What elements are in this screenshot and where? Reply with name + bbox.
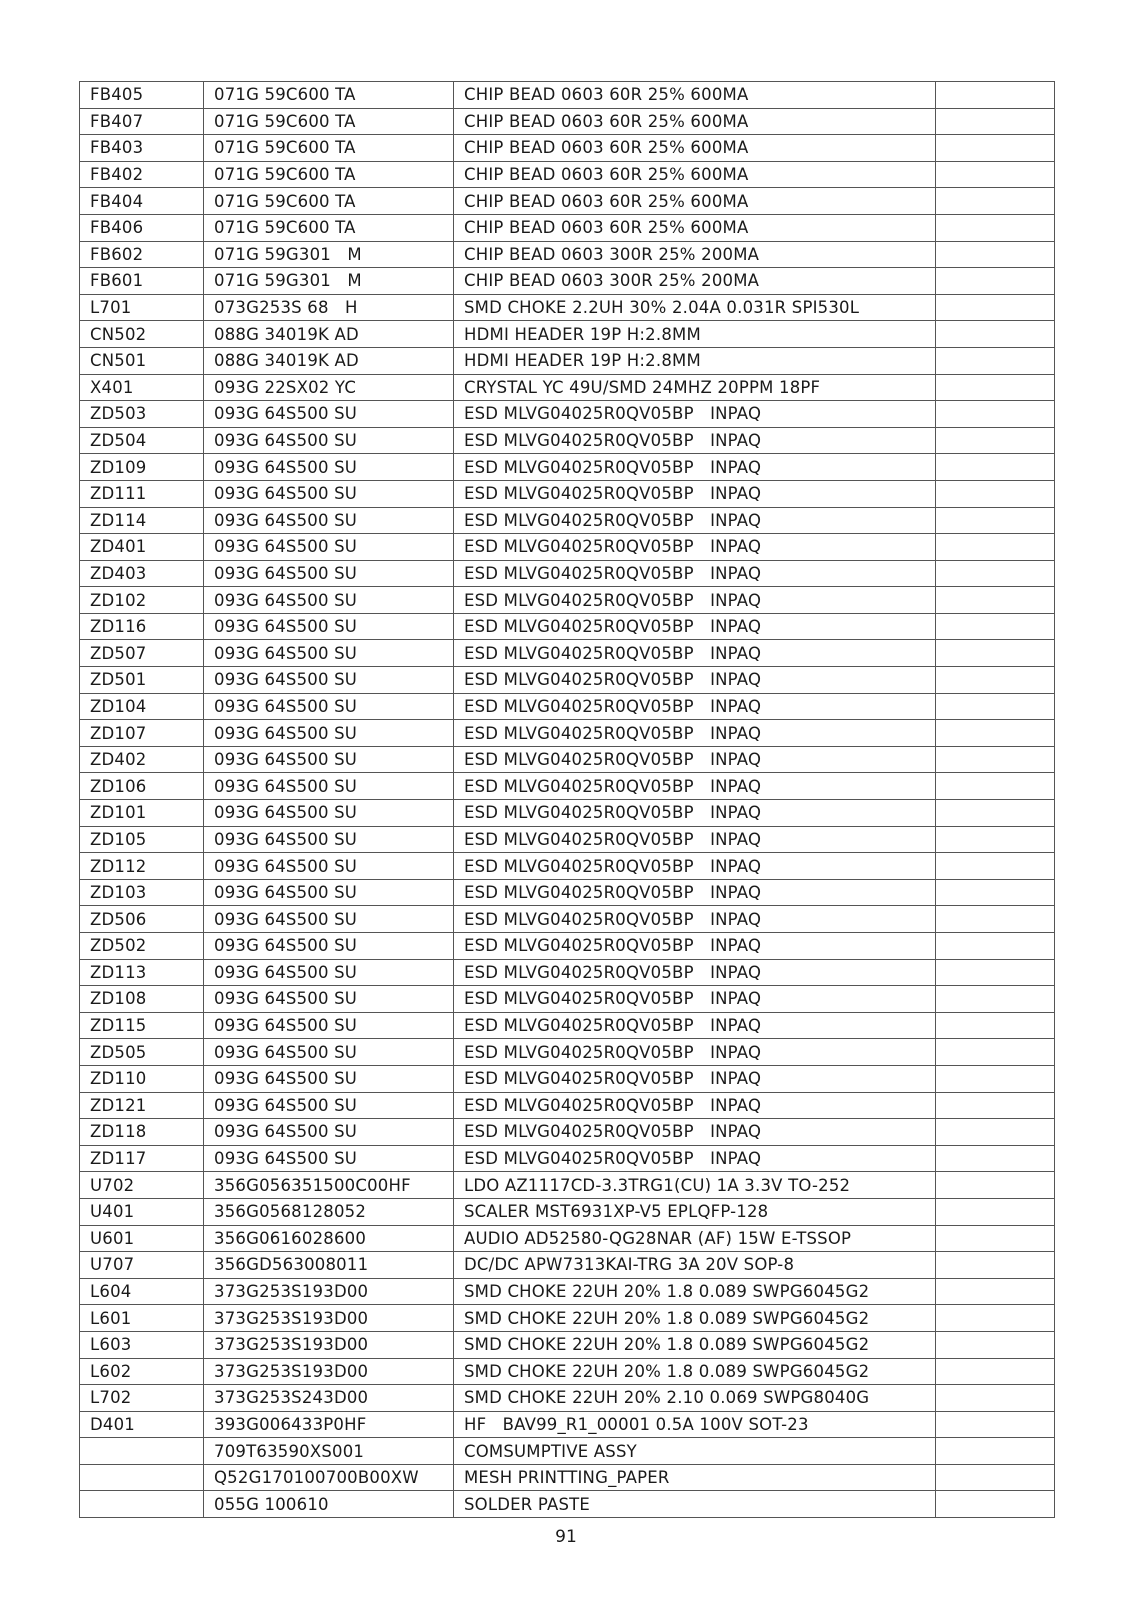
description-cell: LDO AZ1117CD-3.3TRG1(CU) 1A 3.3V TO-252 bbox=[454, 1172, 936, 1199]
reference-designator-cell: ZD116 bbox=[80, 613, 204, 640]
remark-cell bbox=[936, 268, 1055, 295]
remark-cell bbox=[936, 534, 1055, 561]
table-row bbox=[80, 853, 1055, 880]
remark-cell bbox=[936, 427, 1055, 454]
reference-designator-cell: X401 bbox=[80, 374, 204, 401]
reference-designator-cell: ZD111 bbox=[80, 480, 204, 507]
reference-designator-cell: FB405 bbox=[80, 82, 204, 109]
description-cell: ESD MLVG04025R0QV05BP INPAQ bbox=[454, 401, 936, 428]
part-number-cell: 356GD563008011 bbox=[204, 1252, 454, 1279]
reference-designator-cell: ZD112 bbox=[80, 853, 204, 880]
remark-cell bbox=[936, 1491, 1055, 1518]
description-cell: SMD CHOKE 22UH 20% 1.8 0.089 SWPG6045G2 bbox=[454, 1278, 936, 1305]
part-number-cell: 071G 59G301 M bbox=[204, 241, 454, 268]
reference-designator-cell bbox=[80, 1491, 204, 1518]
description-cell: ESD MLVG04025R0QV05BP INPAQ bbox=[454, 879, 936, 906]
table-row bbox=[80, 1252, 1055, 1279]
reference-designator-cell: FB406 bbox=[80, 214, 204, 241]
reference-designator-cell: L603 bbox=[80, 1331, 204, 1358]
remark-cell bbox=[936, 613, 1055, 640]
description-cell: ESD MLVG04025R0QV05BP INPAQ bbox=[454, 1145, 936, 1172]
part-number-cell: 093G 64S500 SU bbox=[204, 1145, 454, 1172]
part-number-cell: 093G 64S500 SU bbox=[204, 773, 454, 800]
remark-cell bbox=[936, 986, 1055, 1013]
table-row bbox=[80, 454, 1055, 481]
part-number-cell: 373G253S193D00 bbox=[204, 1278, 454, 1305]
remark-cell bbox=[936, 1012, 1055, 1039]
remark-cell bbox=[936, 1065, 1055, 1092]
part-number-cell: 093G 64S500 SU bbox=[204, 853, 454, 880]
table-row bbox=[80, 507, 1055, 534]
description-cell: SMD CHOKE 22UH 20% 1.8 0.089 SWPG6045G2 bbox=[454, 1331, 936, 1358]
remark-cell bbox=[936, 1411, 1055, 1438]
remark-cell bbox=[936, 347, 1055, 374]
description-cell: CRYSTAL YC 49U/SMD 24MHZ 20PPM 18PF bbox=[454, 374, 936, 401]
remark-cell bbox=[936, 321, 1055, 348]
remark-cell bbox=[936, 667, 1055, 694]
reference-designator-cell: ZD109 bbox=[80, 454, 204, 481]
remark-cell bbox=[936, 933, 1055, 960]
remark-cell bbox=[936, 853, 1055, 880]
part-number-cell: 093G 64S500 SU bbox=[204, 480, 454, 507]
description-cell: ESD MLVG04025R0QV05BP INPAQ bbox=[454, 826, 936, 853]
reference-designator-cell: U401 bbox=[80, 1198, 204, 1225]
table-row bbox=[80, 1331, 1055, 1358]
remark-cell bbox=[936, 959, 1055, 986]
table-row bbox=[80, 933, 1055, 960]
table-row bbox=[80, 1385, 1055, 1412]
reference-designator-cell: ZD507 bbox=[80, 640, 204, 667]
reference-designator-cell: ZD110 bbox=[80, 1065, 204, 1092]
description-cell: CHIP BEAD 0603 300R 25% 200MA bbox=[454, 268, 936, 295]
table-row bbox=[80, 1092, 1055, 1119]
part-number-cell: 071G 59C600 TA bbox=[204, 214, 454, 241]
reference-designator-cell: ZD114 bbox=[80, 507, 204, 534]
description-cell: SMD CHOKE 22UH 20% 1.8 0.089 SWPG6045G2 bbox=[454, 1305, 936, 1332]
reference-designator-cell: ZD401 bbox=[80, 534, 204, 561]
table-row bbox=[80, 1198, 1055, 1225]
description-cell: ESD MLVG04025R0QV05BP INPAQ bbox=[454, 1092, 936, 1119]
table-row bbox=[80, 427, 1055, 454]
table-row bbox=[80, 1305, 1055, 1332]
description-cell: ESD MLVG04025R0QV05BP INPAQ bbox=[454, 959, 936, 986]
table-row bbox=[80, 773, 1055, 800]
description-cell: ESD MLVG04025R0QV05BP INPAQ bbox=[454, 640, 936, 667]
part-number-cell: 393G006433P0HF bbox=[204, 1411, 454, 1438]
reference-designator-cell: ZD118 bbox=[80, 1119, 204, 1146]
part-number-cell: 093G 64S500 SU bbox=[204, 1065, 454, 1092]
reference-designator-cell: FB602 bbox=[80, 241, 204, 268]
remark-cell bbox=[936, 906, 1055, 933]
table-row bbox=[80, 268, 1055, 295]
reference-designator-cell: ZD403 bbox=[80, 560, 204, 587]
part-number-cell: 373G253S193D00 bbox=[204, 1331, 454, 1358]
part-number-cell: 093G 64S500 SU bbox=[204, 667, 454, 694]
table-row bbox=[80, 321, 1055, 348]
remark-cell bbox=[936, 1438, 1055, 1465]
part-number-cell: 709T63590XS001 bbox=[204, 1438, 454, 1465]
part-number-cell: 093G 64S500 SU bbox=[204, 800, 454, 827]
part-number-cell: 071G 59G301 M bbox=[204, 268, 454, 295]
part-number-cell: 088G 34019K AD bbox=[204, 347, 454, 374]
reference-designator-cell: ZD402 bbox=[80, 746, 204, 773]
part-number-cell: 093G 64S500 SU bbox=[204, 906, 454, 933]
table-row bbox=[80, 214, 1055, 241]
part-number-cell: 073G253S 68 H bbox=[204, 294, 454, 321]
table-row bbox=[80, 826, 1055, 853]
remark-cell bbox=[936, 374, 1055, 401]
reference-designator-cell: ZD102 bbox=[80, 587, 204, 614]
remark-cell bbox=[936, 401, 1055, 428]
description-cell: COMSUMPTIVE ASSY bbox=[454, 1438, 936, 1465]
reference-designator-cell: L604 bbox=[80, 1278, 204, 1305]
description-cell: ESD MLVG04025R0QV05BP INPAQ bbox=[454, 693, 936, 720]
table-row bbox=[80, 1119, 1055, 1146]
description-cell: DC/DC APW7313KAI-TRG 3A 20V SOP-8 bbox=[454, 1252, 936, 1279]
page-number: 91 bbox=[555, 1527, 577, 1547]
remark-cell bbox=[936, 587, 1055, 614]
part-number-cell: 093G 64S500 SU bbox=[204, 693, 454, 720]
remark-cell bbox=[936, 1225, 1055, 1252]
part-number-cell: 373G253S193D00 bbox=[204, 1358, 454, 1385]
part-number-cell: 055G 100610 bbox=[204, 1491, 454, 1518]
reference-designator-cell: ZD115 bbox=[80, 1012, 204, 1039]
description-cell: ESD MLVG04025R0QV05BP INPAQ bbox=[454, 560, 936, 587]
reference-designator-cell: ZD117 bbox=[80, 1145, 204, 1172]
part-number-cell: 093G 64S500 SU bbox=[204, 986, 454, 1013]
part-number-cell: 093G 64S500 SU bbox=[204, 1119, 454, 1146]
reference-designator-cell: ZD101 bbox=[80, 800, 204, 827]
table-row bbox=[80, 1172, 1055, 1199]
reference-designator-cell: U702 bbox=[80, 1172, 204, 1199]
description-cell: SCALER MST6931XP-V5 EPLQFP-128 bbox=[454, 1198, 936, 1225]
table-row bbox=[80, 1039, 1055, 1066]
part-number-cell: 071G 59C600 TA bbox=[204, 161, 454, 188]
reference-designator-cell: FB407 bbox=[80, 108, 204, 135]
part-number-cell: 093G 64S500 SU bbox=[204, 560, 454, 587]
part-number-cell: 356G056351500C00HF bbox=[204, 1172, 454, 1199]
description-cell: CHIP BEAD 0603 60R 25% 600MA bbox=[454, 188, 936, 215]
remark-cell bbox=[936, 1198, 1055, 1225]
table-row bbox=[80, 1491, 1055, 1518]
table-row bbox=[80, 667, 1055, 694]
reference-designator-cell: U707 bbox=[80, 1252, 204, 1279]
description-cell: CHIP BEAD 0603 60R 25% 600MA bbox=[454, 82, 936, 109]
reference-designator-cell: L602 bbox=[80, 1358, 204, 1385]
reference-designator-cell: D401 bbox=[80, 1411, 204, 1438]
description-cell: CHIP BEAD 0603 60R 25% 600MA bbox=[454, 214, 936, 241]
table-row bbox=[80, 1065, 1055, 1092]
part-number-cell: 093G 64S500 SU bbox=[204, 933, 454, 960]
remark-cell bbox=[936, 1039, 1055, 1066]
table-row bbox=[80, 161, 1055, 188]
reference-designator-cell: ZD501 bbox=[80, 667, 204, 694]
table-row bbox=[80, 959, 1055, 986]
remark-cell bbox=[936, 1385, 1055, 1412]
part-number-cell: 093G 64S500 SU bbox=[204, 427, 454, 454]
table-row bbox=[80, 1411, 1055, 1438]
reference-designator-cell: ZD505 bbox=[80, 1039, 204, 1066]
part-number-cell: 071G 59C600 TA bbox=[204, 108, 454, 135]
remark-cell bbox=[936, 1278, 1055, 1305]
remark-cell bbox=[936, 826, 1055, 853]
remark-cell bbox=[936, 1331, 1055, 1358]
part-number-cell: 093G 64S500 SU bbox=[204, 1092, 454, 1119]
table-row bbox=[80, 1278, 1055, 1305]
remark-cell bbox=[936, 879, 1055, 906]
reference-designator-cell bbox=[80, 1438, 204, 1465]
reference-designator-cell bbox=[80, 1464, 204, 1491]
part-number-cell: 093G 64S500 SU bbox=[204, 534, 454, 561]
table-row bbox=[80, 720, 1055, 747]
remark-cell bbox=[936, 507, 1055, 534]
remark-cell bbox=[936, 108, 1055, 135]
remark-cell bbox=[936, 1358, 1055, 1385]
reference-designator-cell: ZD504 bbox=[80, 427, 204, 454]
table-row bbox=[80, 640, 1055, 667]
description-cell: SOLDER PASTE bbox=[454, 1491, 936, 1518]
table-row bbox=[80, 986, 1055, 1013]
reference-designator-cell: FB402 bbox=[80, 161, 204, 188]
table-row bbox=[80, 1012, 1055, 1039]
remark-cell bbox=[936, 640, 1055, 667]
reference-designator-cell: U601 bbox=[80, 1225, 204, 1252]
remark-cell bbox=[936, 560, 1055, 587]
table-row bbox=[80, 746, 1055, 773]
description-cell: SMD CHOKE 2.2UH 30% 2.04A 0.031R SPI530L bbox=[454, 294, 936, 321]
description-cell: CHIP BEAD 0603 60R 25% 600MA bbox=[454, 161, 936, 188]
part-number-cell: 093G 64S500 SU bbox=[204, 454, 454, 481]
remark-cell bbox=[936, 1145, 1055, 1172]
description-cell: ESD MLVG04025R0QV05BP INPAQ bbox=[454, 1012, 936, 1039]
remark-cell bbox=[936, 294, 1055, 321]
part-number-cell: 356G0568128052 bbox=[204, 1198, 454, 1225]
part-number-cell: 093G 64S500 SU bbox=[204, 746, 454, 773]
remark-cell bbox=[936, 693, 1055, 720]
description-cell: ESD MLVG04025R0QV05BP INPAQ bbox=[454, 800, 936, 827]
remark-cell bbox=[936, 1119, 1055, 1146]
description-cell: ESD MLVG04025R0QV05BP INPAQ bbox=[454, 587, 936, 614]
remark-cell bbox=[936, 746, 1055, 773]
description-cell: CHIP BEAD 0603 60R 25% 600MA bbox=[454, 108, 936, 135]
table-row bbox=[80, 374, 1055, 401]
reference-designator-cell: ZD503 bbox=[80, 401, 204, 428]
description-cell: ESD MLVG04025R0QV05BP INPAQ bbox=[454, 1119, 936, 1146]
bom-table bbox=[79, 81, 1055, 1518]
part-number-cell: 093G 64S500 SU bbox=[204, 1039, 454, 1066]
description-cell: ESD MLVG04025R0QV05BP INPAQ bbox=[454, 480, 936, 507]
description-cell: ESD MLVG04025R0QV05BP INPAQ bbox=[454, 746, 936, 773]
description-cell: HF BAV99_R1_00001 0.5A 100V SOT-23 bbox=[454, 1411, 936, 1438]
part-number-cell: 093G 64S500 SU bbox=[204, 879, 454, 906]
part-number-cell: 093G 64S500 SU bbox=[204, 640, 454, 667]
remark-cell bbox=[936, 480, 1055, 507]
table-row bbox=[80, 879, 1055, 906]
part-number-cell: 356G0616028600 bbox=[204, 1225, 454, 1252]
table-row bbox=[80, 108, 1055, 135]
description-cell: ESD MLVG04025R0QV05BP INPAQ bbox=[454, 986, 936, 1013]
description-cell: HDMI HEADER 19P H:2.8MM bbox=[454, 321, 936, 348]
table-row bbox=[80, 1358, 1055, 1385]
description-cell: ESD MLVG04025R0QV05BP INPAQ bbox=[454, 427, 936, 454]
reference-designator-cell: ZD107 bbox=[80, 720, 204, 747]
part-number-cell: 373G253S193D00 bbox=[204, 1305, 454, 1332]
remark-cell bbox=[936, 800, 1055, 827]
part-number-cell: 093G 64S500 SU bbox=[204, 959, 454, 986]
reference-designator-cell: ZD506 bbox=[80, 906, 204, 933]
remark-cell bbox=[936, 161, 1055, 188]
description-cell: ESD MLVG04025R0QV05BP INPAQ bbox=[454, 454, 936, 481]
table-row bbox=[80, 1464, 1055, 1491]
remark-cell bbox=[936, 454, 1055, 481]
part-number-cell: 373G253S243D00 bbox=[204, 1385, 454, 1412]
remark-cell bbox=[936, 135, 1055, 162]
table-row bbox=[80, 401, 1055, 428]
remark-cell bbox=[936, 720, 1055, 747]
description-cell: ESD MLVG04025R0QV05BP INPAQ bbox=[454, 507, 936, 534]
description-cell: CHIP BEAD 0603 300R 25% 200MA bbox=[454, 241, 936, 268]
reference-designator-cell: ZD106 bbox=[80, 773, 204, 800]
reference-designator-cell: FB403 bbox=[80, 135, 204, 162]
table-row bbox=[80, 587, 1055, 614]
part-number-cell: 071G 59C600 TA bbox=[204, 82, 454, 109]
table-row bbox=[80, 188, 1055, 215]
description-cell: CHIP BEAD 0603 60R 25% 600MA bbox=[454, 135, 936, 162]
description-cell: SMD CHOKE 22UH 20% 1.8 0.089 SWPG6045G2 bbox=[454, 1358, 936, 1385]
description-cell: SMD CHOKE 22UH 20% 2.10 0.069 SWPG8040G bbox=[454, 1385, 936, 1412]
reference-designator-cell: L702 bbox=[80, 1385, 204, 1412]
remark-cell bbox=[936, 1305, 1055, 1332]
description-cell: ESD MLVG04025R0QV05BP INPAQ bbox=[454, 667, 936, 694]
description-cell: ESD MLVG04025R0QV05BP INPAQ bbox=[454, 933, 936, 960]
remark-cell bbox=[936, 82, 1055, 109]
description-cell: ESD MLVG04025R0QV05BP INPAQ bbox=[454, 1039, 936, 1066]
part-number-cell: 093G 64S500 SU bbox=[204, 720, 454, 747]
table-row bbox=[80, 693, 1055, 720]
reference-designator-cell: L701 bbox=[80, 294, 204, 321]
bom-table-body bbox=[80, 82, 1055, 1518]
description-cell: ESD MLVG04025R0QV05BP INPAQ bbox=[454, 853, 936, 880]
table-row bbox=[80, 82, 1055, 109]
part-number-cell: 071G 59C600 TA bbox=[204, 188, 454, 215]
part-number-cell: 093G 64S500 SU bbox=[204, 507, 454, 534]
table-row bbox=[80, 560, 1055, 587]
part-number-cell: 093G 64S500 SU bbox=[204, 587, 454, 614]
reference-designator-cell: ZD108 bbox=[80, 986, 204, 1013]
table-row bbox=[80, 135, 1055, 162]
table-row bbox=[80, 347, 1055, 374]
part-number-cell: 093G 64S500 SU bbox=[204, 1012, 454, 1039]
part-number-cell: 093G 64S500 SU bbox=[204, 613, 454, 640]
table-row bbox=[80, 1225, 1055, 1252]
description-cell: ESD MLVG04025R0QV05BP INPAQ bbox=[454, 906, 936, 933]
reference-designator-cell: ZD105 bbox=[80, 826, 204, 853]
part-number-cell: 093G 64S500 SU bbox=[204, 401, 454, 428]
reference-designator-cell: ZD502 bbox=[80, 933, 204, 960]
remark-cell bbox=[936, 188, 1055, 215]
part-number-cell: 088G 34019K AD bbox=[204, 321, 454, 348]
description-cell: ESD MLVG04025R0QV05BP INPAQ bbox=[454, 534, 936, 561]
reference-designator-cell: FB404 bbox=[80, 188, 204, 215]
table-row bbox=[80, 294, 1055, 321]
table-row bbox=[80, 534, 1055, 561]
description-cell: MESH PRINTTING_PAPER bbox=[454, 1464, 936, 1491]
reference-designator-cell: ZD104 bbox=[80, 693, 204, 720]
description-cell: ESD MLVG04025R0QV05BP INPAQ bbox=[454, 720, 936, 747]
table-row bbox=[80, 1145, 1055, 1172]
reference-designator-cell: CN502 bbox=[80, 321, 204, 348]
table-row bbox=[80, 800, 1055, 827]
reference-designator-cell: CN501 bbox=[80, 347, 204, 374]
description-cell: ESD MLVG04025R0QV05BP INPAQ bbox=[454, 1065, 936, 1092]
reference-designator-cell: ZD113 bbox=[80, 959, 204, 986]
remark-cell bbox=[936, 1464, 1055, 1491]
remark-cell bbox=[936, 1252, 1055, 1279]
part-number-cell: Q52G170100700B00XW bbox=[204, 1464, 454, 1491]
table-row bbox=[80, 480, 1055, 507]
table-row bbox=[80, 906, 1055, 933]
table-row bbox=[80, 1438, 1055, 1465]
part-number-cell: 071G 59C600 TA bbox=[204, 135, 454, 162]
description-cell: HDMI HEADER 19P H:2.8MM bbox=[454, 347, 936, 374]
part-number-cell: 093G 64S500 SU bbox=[204, 826, 454, 853]
remark-cell bbox=[936, 241, 1055, 268]
description-cell: ESD MLVG04025R0QV05BP INPAQ bbox=[454, 773, 936, 800]
reference-designator-cell: L601 bbox=[80, 1305, 204, 1332]
description-cell: ESD MLVG04025R0QV05BP INPAQ bbox=[454, 613, 936, 640]
reference-designator-cell: FB601 bbox=[80, 268, 204, 295]
remark-cell bbox=[936, 1092, 1055, 1119]
reference-designator-cell: ZD103 bbox=[80, 879, 204, 906]
reference-designator-cell: ZD121 bbox=[80, 1092, 204, 1119]
remark-cell bbox=[936, 214, 1055, 241]
table-row bbox=[80, 613, 1055, 640]
table-row bbox=[80, 241, 1055, 268]
part-number-cell: 093G 22SX02 YC bbox=[204, 374, 454, 401]
remark-cell bbox=[936, 1172, 1055, 1199]
remark-cell bbox=[936, 773, 1055, 800]
description-cell: AUDIO AD52580-QG28NAR (AF) 15W E-TSSOP bbox=[454, 1225, 936, 1252]
